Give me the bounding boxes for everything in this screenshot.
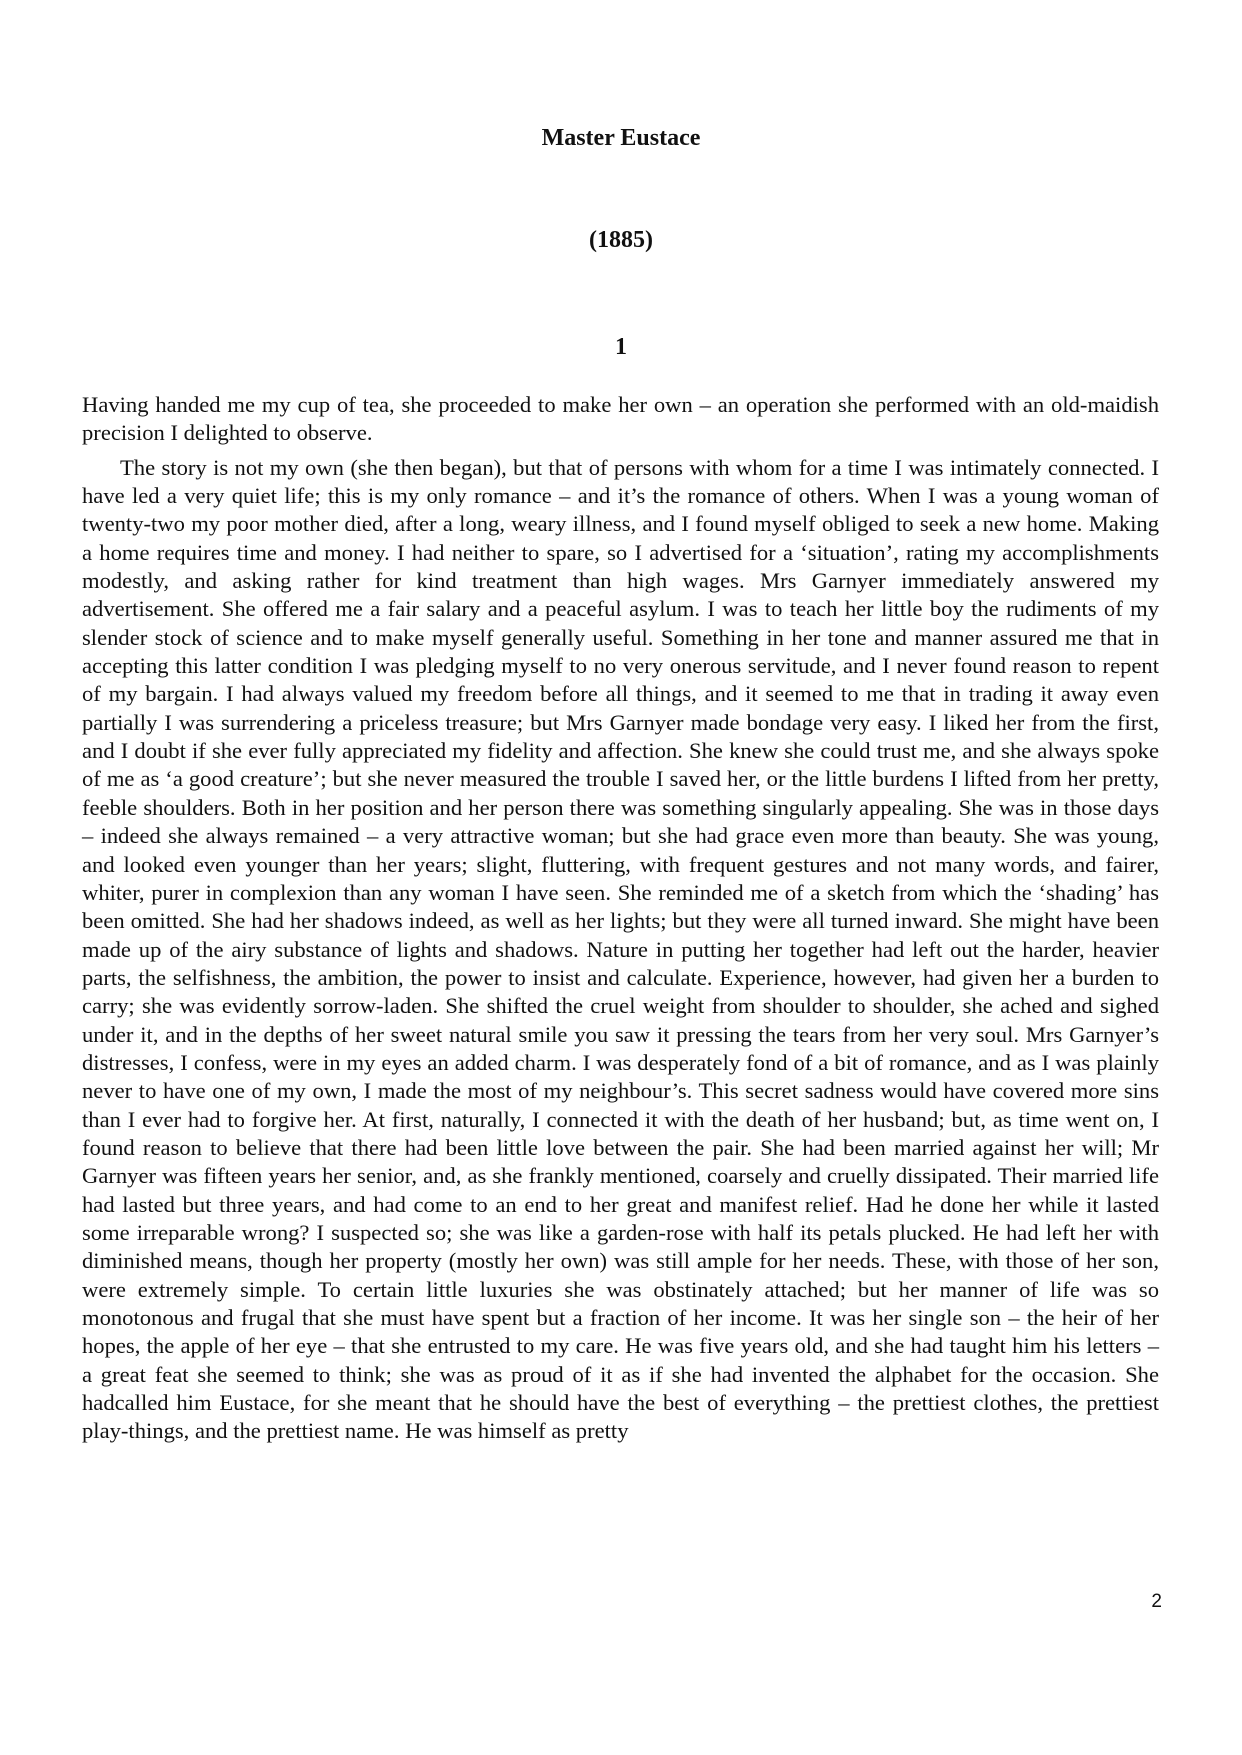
story-year: (1885) (589, 227, 653, 253)
story-title: Master Eustace (541, 125, 701, 151)
paragraph-story: The story is not my own (she then began), but that of persons with whom for a time I was intimately connected. I have led a very quiet life; this is my only romance – and it’s the romance of others. When I was a young woman of twenty-two my poor mother died, after a long, weary illness, and I found myself obliged to seek a new home. Making a home requires time and money. I had neither to spare, so I advertised for a ‘situation’, rating my accomplishments modestly, and asking rather for kind treatment than high wages. Mrs Garnyer immediately answered my advertisement. She offered me a fair salary and a peaceful asylum. I was to teach her little boy the rudiments of my slender stock of science and to make myself generally useful. Something in her tone and manner assured me that in accepting this latter condition I was pledging myself to no very onerous servitude, and I never found reason to repent of my bargain. I had always valued my freedom before all things, and it seemed to me that in trading it away even partially I was surrendering a priceless treasure; but Mrs Garnyer made bondage very easy. I liked her from the first, and I doubt if she ever fully appreciated my fidelity and affection. She knew she could trust me, and she always spoke of me as ‘a good creature’; but she never measured the trouble I saved her, or the little burdens I lifted from her pretty, feeble shoulders. Both in her position and her person there was something singularly appealing. She was in those days – indeed she always remained – a very attractive woman; but she had grace even more than beauty. She was young, and looked even younger than her years; slight, fluttering, with frequent gestures and not many words, and fairer, whiter, purer in complexion than any woman I have seen. She reminded me of a sketch from which the ‘shading’ has been omitted. She had her shadows indeed, as well as her lights; but they were all turned inward. She might have been made up of the airy substance of lights and shadows. Nature in putting her together had left out the harder, heavier parts, the selfishness, the ambition, the power to insist and calculate. Experience, however, had given her a burden to carry; she was evidently sorrow-laden. She shifted the cruel weight from shoulder to shoulder, she ached and sighed under it, and in the depths of her sweet natural smile you saw it pressing the tears from her very soul. Mrs Garnyer’s distresses, I confess, were in my eyes an added charm. I was desperately fond of a bit of romance, and as I was plainly never to have one of my own, I made the most of my neighbour’s. This secret sadness would have covered more sins than I ever had to forgive her. At first, naturally, I connected it with the death of her husband; but, as time went on, I found reason to believe that there had been little love between the pair. She had been married against her will; Mr Garnyer was fifteen years her senior, and, as she frankly mentioned, coarsely and cruelly dissipated. Their married life had lasted but three years, and had come to an end to her great and manifest relief. Had he done her while it lasted some irreparable wrong? I suspected so; she was like a garden-rose with half its petals plucked. He had left her with diminished means, though her property (mostly her own) was still ample for her needs. These, with those of her son, were extremely simple. To certain little luxuries she was obstinately attached; but her manner of life was so monotonous and frugal that she must have spent but a fraction of her income. It was her single son – the heir of her hopes, the apple of her eye – that she entrusted to my care. He was five years old, and she had taught him his letters – a great feat she seemed to think; she was as proud of it as if she had invented the alphabet for the occasion. She hadcalled him Eustace, for she meant that he should have the best of everything – the prettiest clothes, the prettiest play-things, and the prettiest name. He was himself as pretty (82, 454, 1159, 1444)
page-number: 2 (1151, 1591, 1162, 1612)
chapter-number: 1 (615, 334, 627, 360)
paragraph-opening: Having handed me my cup of tea, she proceeded to make her own – an operation she performed with an old-maidish precision I delighted to observe. (82, 392, 1159, 446)
body-text (82, 391, 1159, 1446)
